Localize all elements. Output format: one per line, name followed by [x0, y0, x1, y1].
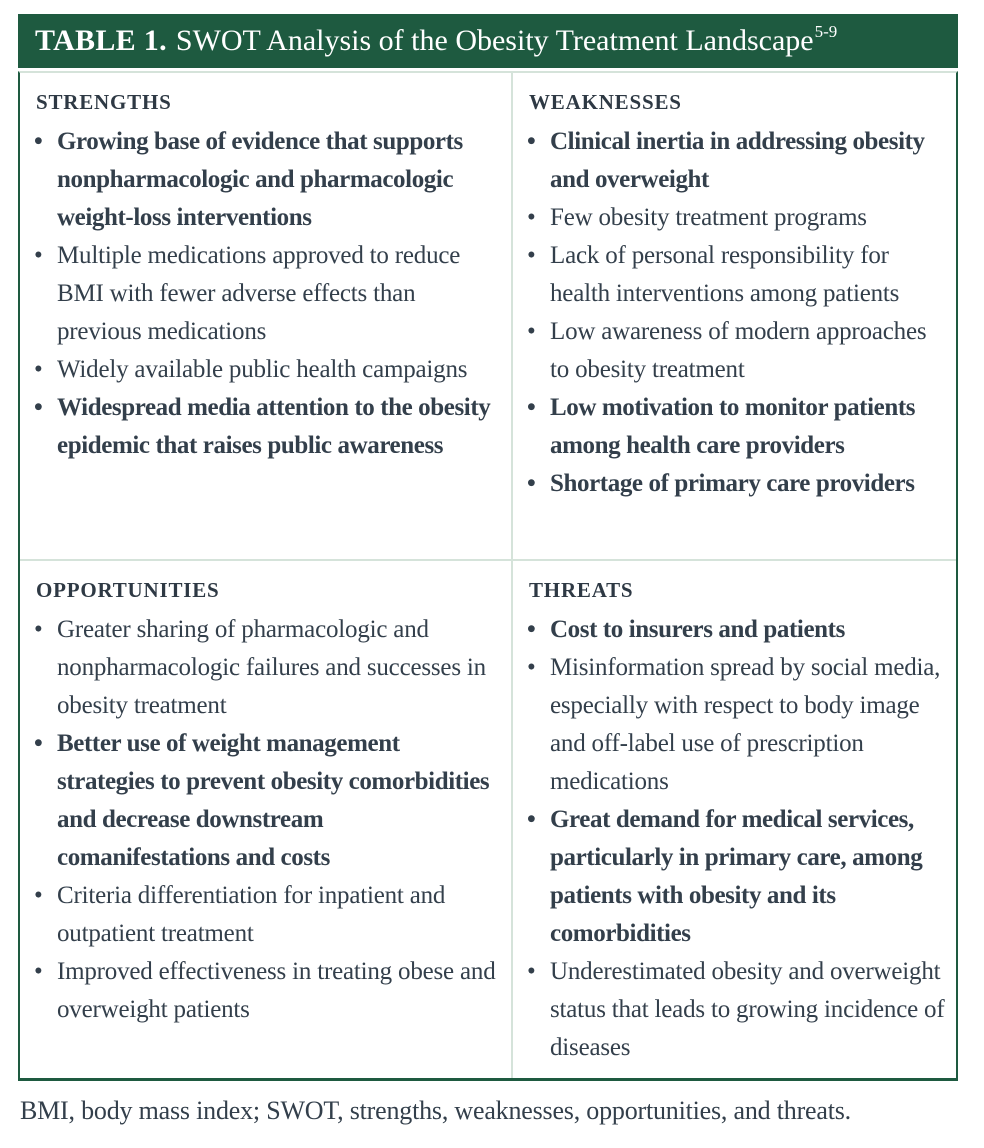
bullet-item: • Improved effectiveness in treating obese and overweight patients: [34, 953, 501, 1029]
threats-heading: THREATS: [529, 578, 634, 602]
bullet-item: • Few obesity treatment programs: [527, 199, 946, 237]
quadrant-opportunities: [20, 561, 511, 1078]
bullet-item: • Misinformation spread by social media, especially with respect to body image and off-label use of prescription medications: [527, 649, 946, 801]
bullet-item: • Shortage of primary care providers: [527, 465, 946, 503]
quadrant-strengths: [20, 73, 511, 559]
bullet-item: • Low motivation to monitor patients among health care providers: [527, 389, 946, 465]
table-footnote: BMI, body mass index; SWOT, strengths, weaknesses, opportunities, and threats.: [20, 1096, 851, 1125]
strengths-heading: STRENGTHS: [36, 90, 172, 114]
table-header-bar: [18, 14, 958, 68]
weaknesses-heading: WEAKNESSES: [529, 90, 682, 114]
opportunities-heading: OPPORTUNITIES: [36, 578, 220, 602]
quadrant-threats: [513, 561, 956, 1078]
bullet-item: • Clinical inertia in addressing obesity and overweight: [527, 123, 946, 199]
bullet-item: • Criteria differentiation for inpatient and outpatient treatment: [34, 877, 501, 953]
bullet-item: • Great demand for medical services, particularly in primary care, among patients with obesity and its comorbidities: [527, 801, 946, 953]
bullet-item: • Cost to insurers and patients: [527, 611, 946, 649]
table-title-citation-superscript: 5-9: [814, 22, 838, 41]
bullet-item: • Lack of personal responsibility for health interventions among patients: [527, 237, 946, 313]
bullet-item: • Widely available public health campaigns: [34, 351, 501, 389]
bullet-item: • Better use of weight management strategies to prevent obesity comorbidities and decrease downstream comanifestations and costs: [34, 725, 501, 877]
bullet-item: • Low awareness of modern approaches to obesity treatment: [527, 313, 946, 389]
quadrant-weaknesses: [513, 73, 956, 559]
bullet-item: • Growing base of evidence that supports nonpharmacologic and pharmacologic weight-loss interventions: [34, 123, 501, 237]
bullet-item: • Widespread media attention to the obesity epidemic that raises public awareness: [34, 389, 501, 465]
bullet-item: • Greater sharing of pharmacologic and nonpharmacologic failures and successes in obesity treatment: [34, 611, 501, 725]
table-title: SWOT Analysis of the Obesity Treatment Landscape: [175, 24, 814, 57]
table-number-label: TABLE 1.: [35, 24, 167, 57]
bullet-item: • Multiple medications approved to reduce BMI with fewer adverse effects than previous medications: [34, 237, 501, 351]
swot-table-body: [18, 71, 958, 1081]
bullet-item: • Underestimated obesity and overweight status that leads to growing incidence of diseases: [527, 953, 946, 1067]
